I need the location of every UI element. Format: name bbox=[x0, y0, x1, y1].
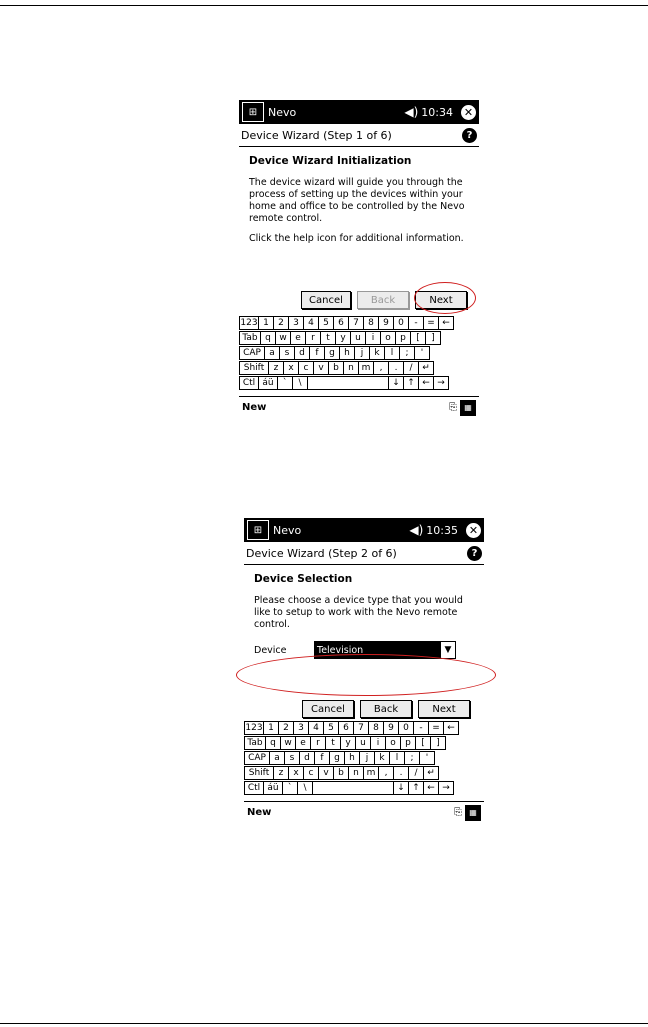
keyboard-key[interactable]: y bbox=[335, 331, 351, 345]
close-icon[interactable]: ✕ bbox=[466, 523, 481, 538]
back-button[interactable]: Back bbox=[360, 700, 412, 718]
keyboard-key[interactable]: a bbox=[264, 346, 280, 360]
keyboard-key[interactable]: / bbox=[408, 766, 424, 780]
keyboard-key[interactable]: = bbox=[428, 721, 444, 735]
keyboard-key[interactable]: Tab bbox=[244, 736, 266, 750]
keyboard-row bbox=[239, 316, 479, 331]
keyboard-key[interactable]: ] bbox=[425, 331, 441, 345]
keyboard-key[interactable]: b bbox=[333, 766, 349, 780]
next-button[interactable]: Next bbox=[415, 291, 467, 309]
keyboard-key[interactable]: ; bbox=[399, 346, 415, 360]
keyboard-icon[interactable]: ▦ bbox=[465, 805, 481, 821]
input-method-icon[interactable]: ⎘ bbox=[449, 402, 457, 413]
keyboard-key[interactable]: 0 bbox=[393, 316, 409, 330]
back-button[interactable]: Back bbox=[357, 291, 409, 309]
keyboard-key[interactable]: k bbox=[369, 346, 385, 360]
description-text: Please choose a device type that you would like to setup to work with the Nevo remote control. bbox=[254, 595, 463, 630]
keyboard-key[interactable]: t bbox=[325, 736, 341, 750]
keyboard-row bbox=[239, 361, 479, 376]
wizard-step-title: Device Wizard (Step 1 of 6) bbox=[241, 128, 392, 142]
keyboard-key[interactable]: Ctl bbox=[244, 781, 264, 795]
keyboard-key[interactable]: \ bbox=[292, 376, 308, 390]
section-heading: Device Wizard Initialization bbox=[249, 155, 412, 167]
keyboard-key[interactable]: - bbox=[413, 721, 429, 735]
keyboard-key[interactable]: = bbox=[423, 316, 439, 330]
keyboard-key[interactable]: [ bbox=[410, 331, 426, 345]
keyboard-key[interactable]: h bbox=[339, 346, 355, 360]
keyboard-key[interactable]: v bbox=[318, 766, 334, 780]
keyboard-key[interactable]: ← bbox=[418, 376, 434, 390]
soft-keyboard bbox=[239, 316, 479, 391]
keyboard-key[interactable]: 8 bbox=[368, 721, 384, 735]
keyboard-key[interactable]: áü bbox=[263, 781, 283, 795]
keyboard-key[interactable]: . bbox=[388, 361, 404, 375]
keyboard-key[interactable]: / bbox=[403, 361, 419, 375]
clock[interactable]: 10:34 bbox=[421, 105, 453, 119]
keyboard-key[interactable]: 2 bbox=[278, 721, 294, 735]
wizard-header bbox=[239, 124, 479, 147]
keyboard-key[interactable]: u bbox=[350, 331, 366, 345]
keyboard-key[interactable]: ↓ bbox=[388, 376, 404, 390]
app-title: Nevo bbox=[268, 105, 297, 119]
keyboard-key[interactable]: a bbox=[269, 751, 285, 765]
keyboard-key[interactable]: áü bbox=[258, 376, 278, 390]
keyboard-key[interactable]: 1 bbox=[263, 721, 279, 735]
keyboard-key[interactable]: ` bbox=[282, 781, 298, 795]
help-icon[interactable]: ? bbox=[467, 546, 482, 561]
keyboard-key[interactable]: ' bbox=[419, 751, 435, 765]
keyboard-key[interactable]: f bbox=[309, 346, 325, 360]
keyboard-key[interactable]: l bbox=[389, 751, 405, 765]
keyboard-row bbox=[244, 751, 484, 766]
keyboard-icon[interactable]: ▦ bbox=[460, 400, 476, 416]
keyboard-key[interactable]: ' bbox=[414, 346, 430, 360]
keyboard-key[interactable]: 2 bbox=[273, 316, 289, 330]
keyboard-row bbox=[244, 721, 484, 736]
keyboard-key[interactable]: ] bbox=[430, 736, 446, 750]
keyboard-key[interactable]: o bbox=[385, 736, 401, 750]
keyboard-key[interactable]: i bbox=[365, 331, 381, 345]
keyboard-key[interactable]: x bbox=[283, 361, 299, 375]
wizard-buttons bbox=[302, 700, 470, 718]
keyboard-key[interactable]: CAP bbox=[244, 751, 270, 765]
new-menu[interactable]: New bbox=[242, 402, 267, 413]
keyboard-key[interactable]: 9 bbox=[383, 721, 399, 735]
device-row bbox=[254, 641, 474, 659]
keyboard-row bbox=[244, 766, 484, 781]
keyboard-key[interactable]: g bbox=[324, 346, 340, 360]
wizard-step-title: Device Wizard (Step 2 of 6) bbox=[246, 546, 397, 560]
keyboard-key[interactable]: ← bbox=[423, 781, 439, 795]
keyboard-key[interactable]: w bbox=[280, 736, 296, 750]
new-menu[interactable]: New bbox=[247, 807, 272, 818]
help-hint-text: Click the help icon for additional information. bbox=[249, 233, 464, 244]
speaker-icon[interactable]: ◀) bbox=[404, 105, 419, 119]
keyboard-key[interactable]: 7 bbox=[353, 721, 369, 735]
keyboard-key[interactable]: z bbox=[268, 361, 284, 375]
title-bar bbox=[239, 100, 479, 124]
top-rule bbox=[0, 5, 648, 6]
keyboard-key[interactable]: p bbox=[395, 331, 411, 345]
keyboard-row bbox=[244, 781, 484, 796]
keyboard-key[interactable]: e bbox=[290, 331, 306, 345]
keyboard-key[interactable]: b bbox=[328, 361, 344, 375]
keyboard-key[interactable]: ↵ bbox=[423, 766, 439, 780]
keyboard-key[interactable]: ↵ bbox=[418, 361, 434, 375]
keyboard-row bbox=[239, 376, 479, 391]
keyboard-key[interactable]: 4 bbox=[303, 316, 319, 330]
keyboard-key[interactable]: ↑ bbox=[403, 376, 419, 390]
keyboard-key[interactable]: h bbox=[344, 751, 360, 765]
bottom-rule bbox=[0, 1023, 648, 1024]
keyboard-key[interactable]: ` bbox=[277, 376, 293, 390]
keyboard-key[interactable]: Ctl bbox=[239, 376, 259, 390]
keyboard-row bbox=[239, 331, 479, 346]
input-method-icon[interactable]: ⎘ bbox=[454, 807, 462, 818]
keyboard-key[interactable]: j bbox=[359, 751, 375, 765]
keyboard-key[interactable]: j bbox=[354, 346, 370, 360]
keyboard-row bbox=[239, 346, 479, 361]
keyboard-key[interactable]: \ bbox=[297, 781, 313, 795]
windows-start-icon[interactable]: ⊞ bbox=[247, 520, 269, 540]
keyboard-key[interactable]: g bbox=[329, 751, 345, 765]
keyboard-key[interactable]: o bbox=[380, 331, 396, 345]
title-bar bbox=[244, 518, 484, 542]
keyboard-key[interactable]: s bbox=[284, 751, 300, 765]
keyboard-key[interactable]: r bbox=[305, 331, 321, 345]
keyboard-key[interactable]: CAP bbox=[239, 346, 265, 360]
device-select-value: Television bbox=[315, 642, 441, 658]
keyboard-key[interactable]: 1 bbox=[258, 316, 274, 330]
keyboard-key[interactable] bbox=[307, 376, 389, 390]
keyboard-key[interactable]: m bbox=[358, 361, 374, 375]
keyboard-key[interactable]: . bbox=[393, 766, 409, 780]
keyboard-key[interactable]: k bbox=[374, 751, 390, 765]
keyboard-key[interactable]: r bbox=[310, 736, 326, 750]
keyboard-key[interactable]: 8 bbox=[363, 316, 379, 330]
keyboard-key[interactable]: c bbox=[303, 766, 319, 780]
keyboard-key[interactable]: Shift bbox=[244, 766, 274, 780]
close-icon[interactable]: ✕ bbox=[461, 105, 476, 120]
content bbox=[239, 147, 479, 245]
keyboard-key[interactable]: i bbox=[370, 736, 386, 750]
keyboard-key[interactable]: Shift bbox=[239, 361, 269, 375]
keyboard-key[interactable]: 6 bbox=[338, 721, 354, 735]
keyboard-key[interactable]: u bbox=[355, 736, 371, 750]
keyboard-key[interactable]: ← bbox=[438, 316, 454, 330]
keyboard-key[interactable]: y bbox=[340, 736, 356, 750]
screenshot-step-1 bbox=[239, 100, 479, 420]
keyboard-key[interactable]: → bbox=[433, 376, 449, 390]
keyboard-key[interactable]: m bbox=[363, 766, 379, 780]
app-title: Nevo bbox=[273, 523, 302, 537]
keyboard-key[interactable]: 6 bbox=[333, 316, 349, 330]
keyboard-row bbox=[244, 736, 484, 751]
soft-keyboard bbox=[244, 721, 484, 796]
keyboard-key[interactable]: , bbox=[373, 361, 389, 375]
keyboard-key[interactable]: 123 bbox=[240, 318, 258, 328]
content bbox=[244, 565, 484, 659]
description-text: The device wizard will guide you through the process of setting up the devices within your home and office to be controlled by the Nevo remote control. bbox=[249, 177, 465, 224]
menu-bar bbox=[239, 396, 479, 418]
keyboard-key[interactable]: d bbox=[294, 346, 310, 360]
keyboard-key[interactable]: w bbox=[275, 331, 291, 345]
keyboard-key[interactable]: → bbox=[438, 781, 454, 795]
device-highlight-oval bbox=[236, 654, 496, 696]
keyboard-key[interactable]: [ bbox=[415, 736, 431, 750]
keyboard-key[interactable]: d bbox=[299, 751, 315, 765]
clock[interactable]: 10:35 bbox=[426, 523, 458, 537]
windows-start-icon[interactable]: ⊞ bbox=[242, 102, 264, 122]
keyboard-key[interactable]: 5 bbox=[318, 316, 334, 330]
keyboard-key[interactable]: v bbox=[313, 361, 329, 375]
keyboard-key[interactable]: 7 bbox=[348, 316, 364, 330]
chevron-down-icon[interactable]: ▼ bbox=[444, 645, 452, 655]
device-select[interactable] bbox=[314, 641, 456, 659]
cancel-button[interactable]: Cancel bbox=[301, 291, 351, 309]
keyboard-key[interactable]: c bbox=[298, 361, 314, 375]
keyboard-key[interactable] bbox=[312, 781, 394, 795]
section-heading: Device Selection bbox=[254, 573, 353, 585]
keyboard-key[interactable]: 0 bbox=[398, 721, 414, 735]
keyboard-key[interactable]: 4 bbox=[308, 721, 324, 735]
keyboard-key[interactable]: t bbox=[320, 331, 336, 345]
keyboard-key[interactable]: , bbox=[378, 766, 394, 780]
keyboard-key[interactable]: n bbox=[343, 361, 359, 375]
keyboard-key[interactable]: 9 bbox=[378, 316, 394, 330]
keyboard-key[interactable]: q bbox=[260, 331, 276, 345]
keyboard-key[interactable]: ← bbox=[443, 721, 459, 735]
keyboard-key[interactable]: x bbox=[288, 766, 304, 780]
keyboard-key[interactable]: - bbox=[408, 316, 424, 330]
cancel-button[interactable]: Cancel bbox=[302, 700, 354, 718]
keyboard-key[interactable]: s bbox=[279, 346, 295, 360]
keyboard-key[interactable]: n bbox=[348, 766, 364, 780]
screenshot-step-2 bbox=[244, 518, 484, 823]
keyboard-key[interactable]: ↓ bbox=[393, 781, 409, 795]
keyboard-key[interactable]: z bbox=[273, 766, 289, 780]
next-button[interactable]: Next bbox=[418, 700, 470, 718]
menu-bar bbox=[244, 801, 484, 823]
wizard-header bbox=[244, 542, 484, 565]
keyboard-key[interactable]: ↑ bbox=[408, 781, 424, 795]
keyboard-key[interactable]: q bbox=[265, 736, 281, 750]
keyboard-key[interactable]: f bbox=[314, 751, 330, 765]
keyboard-key[interactable]: p bbox=[400, 736, 416, 750]
wizard-buttons bbox=[301, 291, 467, 309]
help-icon[interactable]: ? bbox=[462, 128, 477, 143]
speaker-icon[interactable]: ◀) bbox=[409, 523, 424, 537]
keyboard-key[interactable]: l bbox=[384, 346, 400, 360]
keyboard-key[interactable]: 3 bbox=[288, 316, 304, 330]
keyboard-key[interactable]: ; bbox=[404, 751, 420, 765]
keyboard-key[interactable]: Tab bbox=[239, 331, 261, 345]
keyboard-key[interactable]: e bbox=[295, 736, 311, 750]
keyboard-key[interactable]: 5 bbox=[323, 721, 339, 735]
device-label: Device bbox=[254, 644, 287, 656]
keyboard-key[interactable]: 3 bbox=[293, 721, 309, 735]
keyboard-key[interactable]: 123 bbox=[245, 723, 263, 733]
